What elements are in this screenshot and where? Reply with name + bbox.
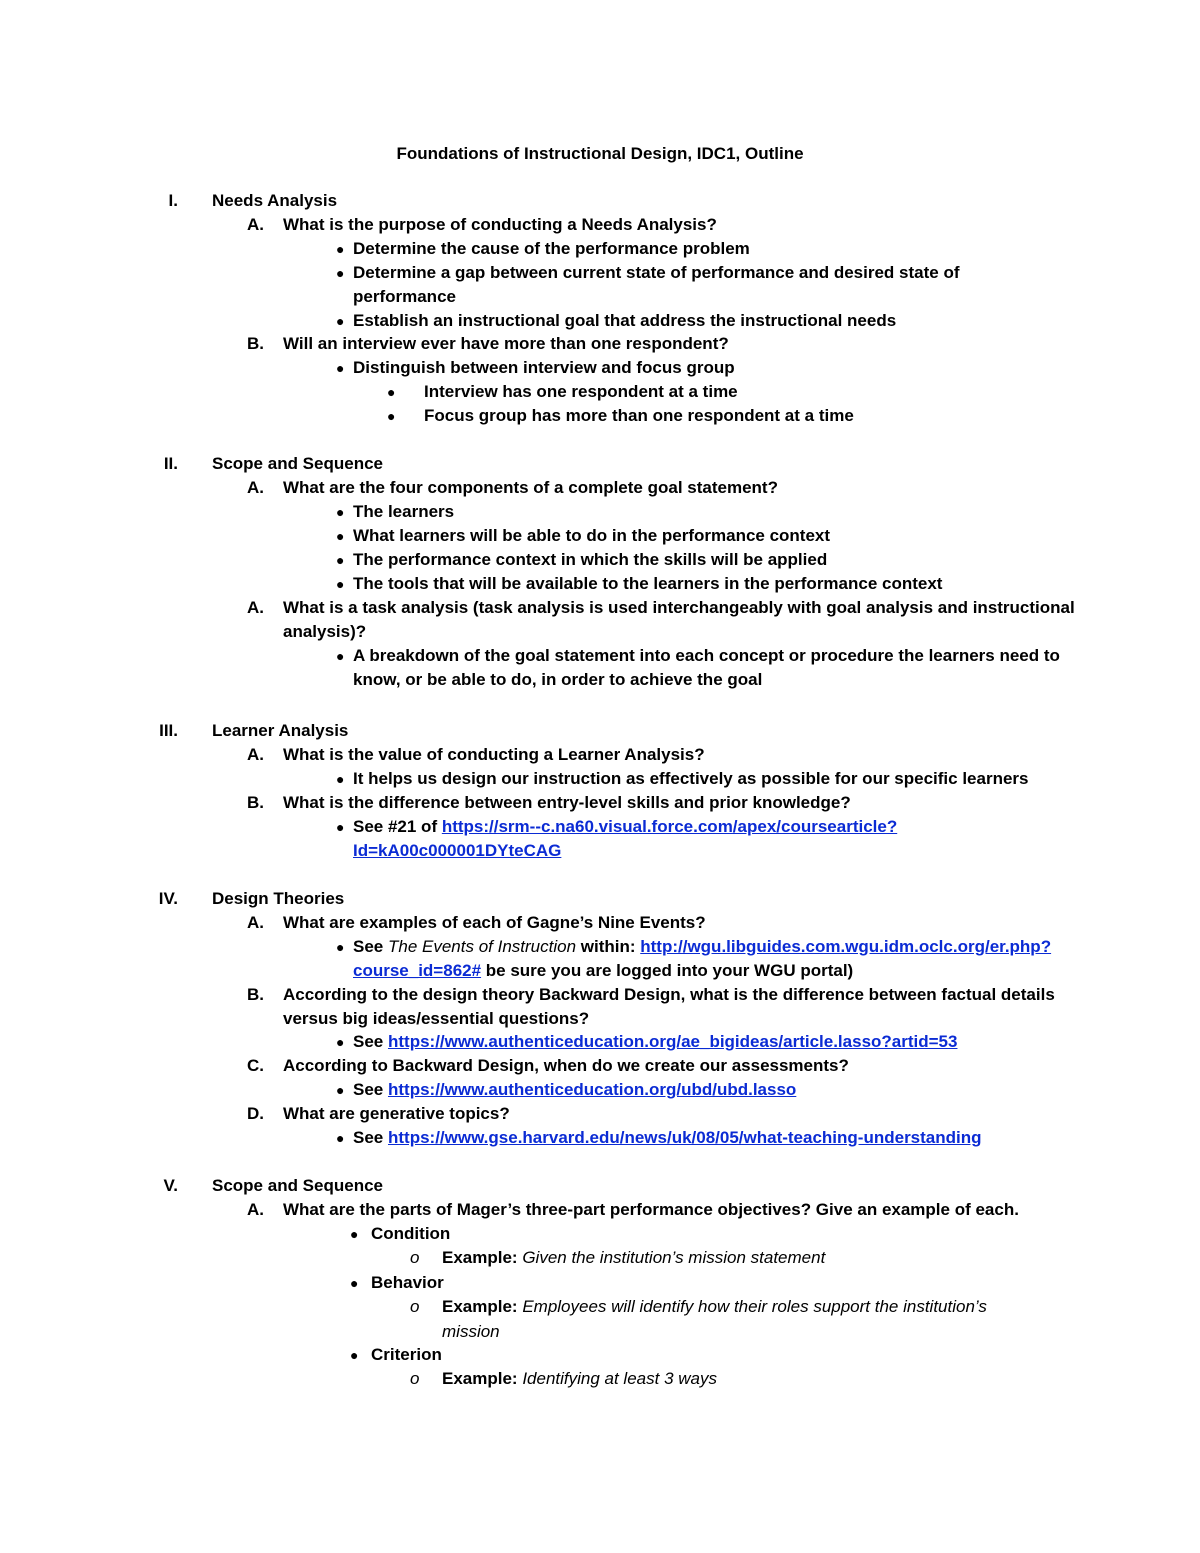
libguides-link[interactable]: http://wgu.libguides.com.wgu.idm.oclc.org/er.php? — [640, 937, 1052, 956]
item-letter: A. — [247, 745, 264, 764]
course-article-link[interactable]: https://srm--c.na60.visual.force.com/apex/coursearticle? — [441, 817, 898, 836]
section-heading: Needs Analysis — [212, 191, 338, 210]
document-title: Foundations of Instructional Design, IDC1, Outline — [396, 144, 804, 163]
ubd-link[interactable]: https://www.authenticeducation.org/ubd/ubd.lasso — [387, 1080, 797, 1099]
bullet-icon: ● — [336, 576, 345, 592]
question-text: What is the value of conducting a Learner Analysis? — [283, 745, 705, 764]
bullet-text — [353, 815, 897, 839]
item-letter: A. — [247, 913, 264, 932]
bullet-icon: ● — [336, 939, 345, 955]
bullet-icon: ● — [350, 1275, 359, 1291]
bullet-icon: ● — [336, 552, 345, 568]
link-continued — [353, 839, 561, 863]
item-letter: D. — [247, 1104, 264, 1123]
bullet-icon: ● — [387, 408, 396, 424]
bullet-text: A breakdown of the goal statement into each concept or procedure the learners need to — [353, 646, 1060, 665]
item-letter: B. — [247, 793, 264, 812]
question-text: Will an interview ever have more than one respondent? — [283, 334, 729, 353]
portal-note: be sure you are logged into your WGU portal) — [481, 961, 854, 980]
course-article-link-continued[interactable]: Id=kA00c000001DYteCAG — [353, 841, 562, 860]
item-letter: A. — [247, 215, 264, 234]
harvard-link[interactable]: https://www.gse.harvard.edu/news/uk/08/05/what-teaching-understanding — [387, 1128, 982, 1147]
question-text: What are the parts of Mager’s three-part performance objectives? Give an example of each. — [283, 1200, 1019, 1219]
sub-bullet-text: Focus group has more than one respondent at a time — [424, 406, 854, 425]
example-value: Employees will identify how their roles support the institution’s — [522, 1297, 987, 1316]
see-text: See #21 of — [353, 817, 442, 836]
bullet-icon: ● — [350, 1226, 359, 1242]
circle-bullet-icon: o — [410, 1248, 420, 1267]
bullet-icon: ● — [336, 1034, 345, 1050]
question-text: What is the difference between entry-level skills and prior knowledge? — [283, 793, 851, 812]
section-heading: Design Theories — [212, 889, 345, 908]
bullet-icon: ● — [336, 648, 345, 664]
bullet-icon: ● — [336, 504, 345, 520]
bullet-icon: ● — [350, 1347, 359, 1363]
question-text-continued: versus big ideas/essential questions? — [283, 1009, 590, 1028]
bullet-text — [353, 935, 1051, 959]
example-text — [442, 1295, 987, 1319]
bullet-text: The performance context in which the skills will be applied — [353, 550, 828, 569]
sub-bullet-text: Interview has one respondent at a time — [424, 382, 738, 401]
see-text: See — [353, 1128, 388, 1147]
example-value-continued: mission — [442, 1322, 500, 1341]
example-label: Example: — [442, 1297, 523, 1316]
bullet-icon: ● — [336, 528, 345, 544]
section-heading: Scope and Sequence — [212, 1176, 383, 1195]
bigideas-link[interactable]: https://www.authenticeducation.org/ae_bigideas/article.lasso?artid=53 — [387, 1032, 958, 1051]
example-text — [442, 1246, 825, 1270]
bullet-icon: ● — [336, 313, 345, 329]
item-letter: B. — [247, 985, 264, 1004]
bullet-icon: ● — [336, 1082, 345, 1098]
section-number: I. — [168, 191, 178, 210]
question-text: What is the purpose of conducting a Needs Analysis? — [283, 215, 717, 234]
bullet-icon: ● — [336, 360, 345, 376]
section-number: II. — [163, 454, 178, 473]
example-value: Identifying at least 3 ways — [522, 1369, 717, 1388]
item-letter: A. — [247, 598, 264, 617]
bullet-icon: ● — [336, 1130, 345, 1146]
section-number: III. — [159, 721, 178, 740]
bullet-text: Establish an instructional goal that address the instructional needs — [353, 311, 897, 330]
item-letter: C. — [247, 1056, 264, 1075]
bullet-icon: ● — [336, 241, 345, 257]
item-letter: A. — [247, 478, 264, 497]
question-text: What are generative topics? — [283, 1104, 510, 1123]
question-text: What are examples of each of Gagne’s Nine Events? — [283, 913, 706, 932]
libguides-link-continued[interactable]: course_id=862# — [353, 961, 482, 980]
question-text: According to the design theory Backward Design, what is the difference between factual details — [283, 985, 1055, 1004]
bullet-text — [353, 1078, 796, 1102]
bullet-text: The tools that will be available to the learners in the performance context — [353, 574, 943, 593]
section-heading: Scope and Sequence — [212, 454, 383, 473]
bullet-text: Determine a gap between current state of performance and desired state of — [353, 263, 960, 282]
bullet-text: What learners will be able to do in the performance context — [353, 526, 831, 545]
bullet-icon: ● — [336, 819, 345, 835]
question-text-continued: analysis)? — [283, 622, 367, 641]
within-text: within: — [576, 937, 641, 956]
bullet-text: The learners — [353, 502, 455, 521]
example-value: Given the institution’s mission statement — [522, 1248, 826, 1267]
section-number: V. — [163, 1176, 178, 1195]
bullet-text-continued: performance — [353, 287, 456, 306]
question-text: What is a task analysis (task analysis is used interchangeably with goal analysis and instructional — [283, 598, 1075, 617]
bullet-icon: ● — [336, 771, 345, 787]
section-heading: Learner Analysis — [212, 721, 349, 740]
example-label: Example: — [442, 1369, 523, 1388]
bullet-text — [353, 1030, 957, 1054]
bullet-text: It helps us design our instruction as effectively as possible for our specific learners — [353, 769, 1029, 788]
item-letter: A. — [247, 1200, 264, 1219]
circle-bullet-icon: o — [410, 1369, 420, 1388]
bullet-icon: ● — [336, 265, 345, 281]
example-label: Example: — [442, 1248, 523, 1267]
section-number: IV. — [158, 889, 178, 908]
see-text: See — [353, 1080, 388, 1099]
bullet-text-continued: know, or be able to do, in order to achieve the goal — [353, 670, 763, 689]
item-letter: B. — [247, 334, 264, 353]
see-text: See — [353, 1032, 388, 1051]
bullet-text: Distinguish between interview and focus group — [353, 358, 735, 377]
see-text: See — [353, 937, 388, 956]
objective-part: Condition — [371, 1224, 451, 1243]
question-text: What are the four components of a complete goal statement? — [283, 478, 778, 497]
bullet-icon: ● — [387, 384, 396, 400]
bullet-text — [353, 1126, 982, 1150]
bullet-text-continued — [353, 959, 853, 983]
objective-part: Criterion — [371, 1345, 442, 1364]
bullet-text: Determine the cause of the performance problem — [353, 239, 750, 258]
example-text — [442, 1367, 717, 1391]
events-of-instruction-title: The Events of Instruction — [387, 937, 577, 956]
circle-bullet-icon: o — [410, 1297, 420, 1316]
objective-part: Behavior — [371, 1273, 444, 1292]
question-text: According to Backward Design, when do we create our assessments? — [283, 1056, 849, 1075]
